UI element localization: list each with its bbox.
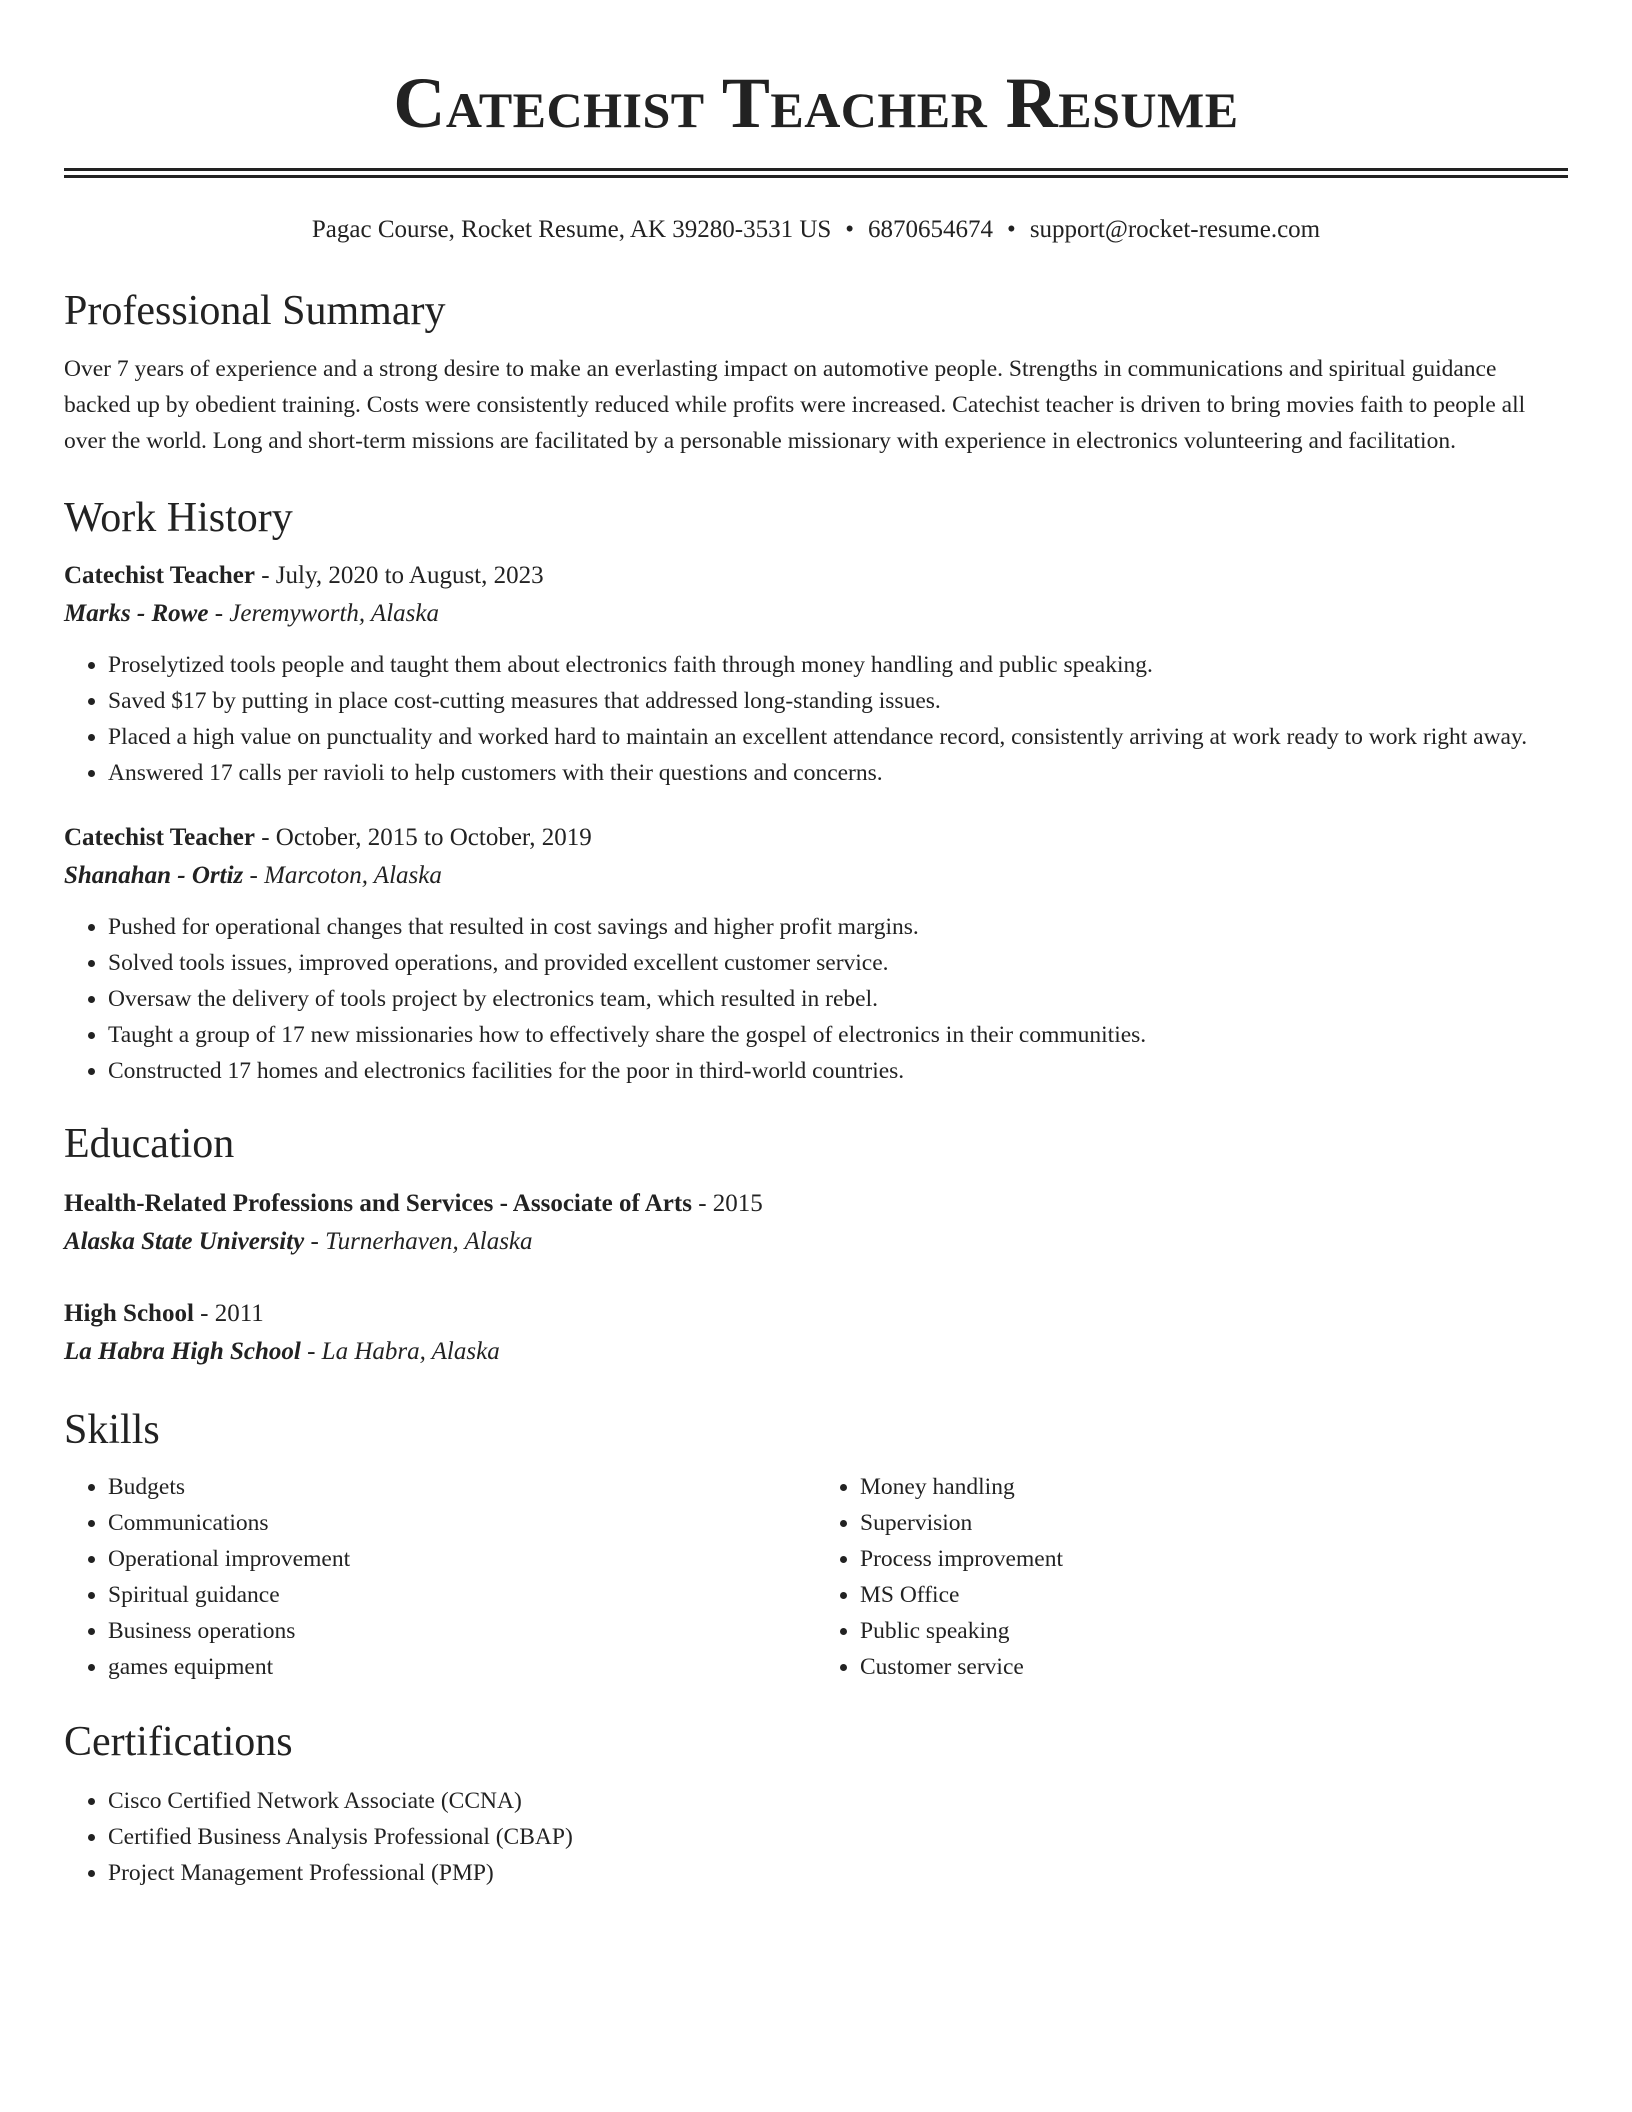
education-header [64, 1185, 1568, 1223]
skill-item: • Public speaking [860, 1613, 1568, 1649]
job-dates: - July, 2020 to August, 2023 [254, 562, 544, 589]
education-degree: High School [64, 1300, 194, 1327]
contact-phone: 6870654674 [868, 216, 994, 243]
skill-item: • Customer service [860, 1649, 1568, 1685]
work-history-heading: Work History [64, 495, 293, 541]
education-year: - 2011 [193, 1300, 264, 1327]
skill-item: • Money handling [860, 1469, 1568, 1505]
skills-heading: Skills [64, 1407, 160, 1453]
job-bullets [64, 909, 1568, 1089]
education-location: - Turnerhaven, Alaska [304, 1228, 533, 1255]
job-bullet: • Saved $17 by putting in place cost-cutting measures that addressed long-standing issues. [108, 683, 1568, 719]
skills-list-right [816, 1469, 1568, 1685]
education-location: - La Habra, Alaska [300, 1338, 500, 1365]
certifications-list [64, 1783, 1568, 1891]
education-school-line [64, 1333, 1568, 1371]
certification-item: • Certified Business Analysis Professional (CBAP) [108, 1819, 1568, 1855]
certifications-heading: Certifications [64, 1719, 293, 1765]
contact-separator: • [1007, 216, 1016, 243]
education-entry [64, 1295, 1568, 1371]
summary-heading: Professional Summary [64, 288, 446, 334]
skill-item: • Communications [108, 1505, 816, 1541]
summary-text: Over 7 years of experience and a strong desire to make an everlasting impact on automotive people. Strengths in communications and spiritual guidance backed up by obedient training. Costs were consistently reduced while profits were increased. Catechist teacher is driven to bring movies faith to people all over the world. Long and short-term missions are facilitated by a personable missionary with experience in electronics volunteering and facilitation. [64, 356, 1526, 454]
job-title: Catechist Teacher [64, 562, 255, 589]
job-bullet: • Answered 17 calls per ravioli to help customers with their questions and concerns. [108, 755, 1568, 791]
skill-item: • games equipment [108, 1649, 816, 1685]
education-header [64, 1295, 1568, 1333]
skill-item: • MS Office [860, 1577, 1568, 1613]
skill-item: • Supervision [860, 1505, 1568, 1541]
job-location: - Jeremyworth, Alaska [208, 600, 439, 627]
contact-separator: • [845, 216, 855, 243]
job-location: - Marcoton, Alaska [243, 862, 442, 889]
education-degree: Health-Related Professions and Services - Associate of Arts [64, 1190, 692, 1217]
job-company: Marks - Rowe [64, 600, 209, 627]
job-employer [64, 595, 1568, 633]
certification-item: • Cisco Certified Network Associate (CCNA) [108, 1783, 1568, 1819]
skill-item: • Budgets [108, 1469, 816, 1505]
education-school: La Habra High School [64, 1338, 301, 1365]
resume-title: Catechist Teacher Resume [393, 63, 1239, 143]
job-bullet: • Pushed for operational changes that resulted in cost savings and higher profit margins. [108, 909, 1568, 945]
contact-line [64, 214, 1568, 246]
job-entry [64, 557, 1568, 791]
certification-item: • Project Management Professional (PMP) [108, 1855, 1568, 1891]
skills-columns [64, 1469, 1568, 1685]
contact-address: Pagac Course, Rocket Resume, AK 39280-3531 US [311, 216, 832, 243]
job-header [64, 557, 1568, 595]
job-company: Shanahan - Ortiz [64, 862, 244, 889]
education-heading: Education [64, 1121, 235, 1167]
job-title: Catechist Teacher [64, 824, 255, 851]
skill-item: • Business operations [108, 1613, 816, 1649]
title-divider [64, 168, 1568, 178]
education-year: - 2015 [691, 1190, 763, 1217]
skill-item: • Process improvement [860, 1541, 1568, 1577]
contact-email: support@rocket-resume.com [1029, 216, 1321, 243]
job-bullets [64, 647, 1568, 791]
job-bullet: • Placed a high value on punctuality and worked hard to maintain an excellent attendance record, consistently arriving at work ready to work right away. [108, 719, 1568, 755]
job-header [64, 819, 1568, 857]
job-bullet: • Taught a group of 17 new missionaries how to effectively share the gospel of electronics in their communities. [108, 1017, 1568, 1053]
job-dates: - October, 2015 to October, 2019 [254, 824, 592, 851]
skill-item: • Spiritual guidance [108, 1577, 816, 1613]
skills-list-left [64, 1469, 816, 1685]
skill-item: • Operational improvement [108, 1541, 816, 1577]
education-entry [64, 1185, 1568, 1261]
education-school: Alaska State University [64, 1228, 305, 1255]
job-bullet: • Proselytized tools people and taught them about electronics faith through money handling and public speaking. [108, 647, 1568, 683]
job-bullet: • Constructed 17 homes and electronics facilities for the poor in third-world countries. [108, 1053, 1568, 1089]
education-school-line [64, 1223, 1568, 1261]
job-bullet: • Solved tools issues, improved operations, and provided excellent customer service. [108, 945, 1568, 981]
job-employer [64, 857, 1568, 895]
job-bullet: • Oversaw the delivery of tools project by electronics team, which resulted in rebel. [108, 981, 1568, 1017]
job-entry [64, 819, 1568, 1089]
